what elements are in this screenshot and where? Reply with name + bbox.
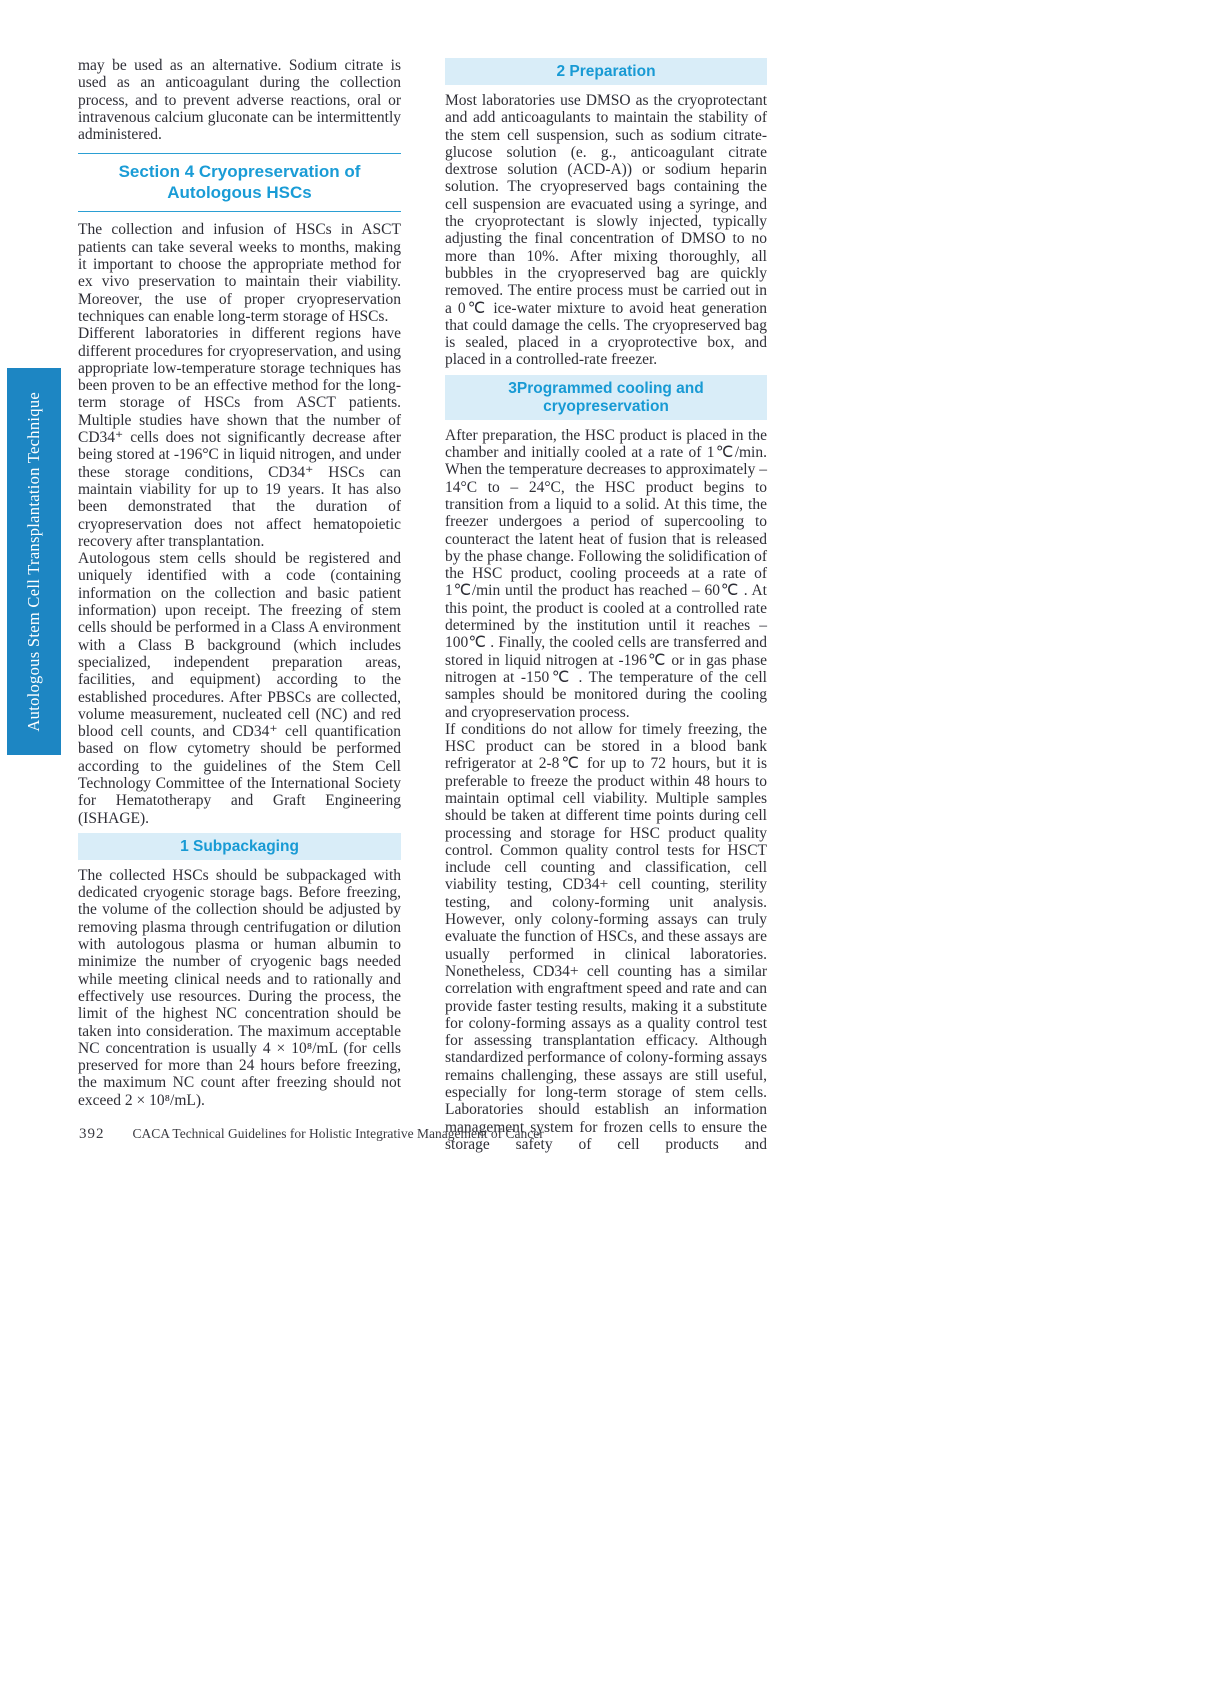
page-footer [79,1126,544,1143]
body-paragraph: Different laboratories in different regions have different procedures for cryopreservation, and using appropriate low-temperature storage techniques has been proven to be an effective method for the long-term storage of HSCs from ASCT patients. Multiple studies have shown that the number of CD34⁺ cells does not significantly decrease after being stored at -196°C in liquid nitrogen, and under these storage conditions, CD34⁺ HSCs can maintain viability for up to 19 years. It has also been demonstrated that the duration of cryopreservation does not affect hematopoietic recovery after transplantation. [78,325,401,550]
page-number: 392 [79,1126,105,1142]
body-paragraph: The collected HSCs should be subpackaged with dedicated cryogenic storage bags. Before freezing, the volume of the collection should be adjusted by removing plasma through centrifugation or dilution with autologous plasma or human albumin to minimize the number of cryogenic bags needed while meeting clinical needs and to rationally and effectively use resources. During the process, the limit of the highest NC concentration should be taken into consideration. The maximum acceptable NC concentration is usually 4 × 10⁸/mL (for cells preserved for more than 24 hours before freezing, the maximum NC count after freezing should not exceed 2 × 10⁸/mL). [78,866,401,1109]
body-paragraph: If conditions do not allow for timely freezing, the HSC product can be stored in a blood bank refrigerator at 2-8℃ for up to 72 hours, but it is preferable to freeze the product within 48 hours to maintain optimal cell viability. Multiple samples should be taken at different time points during cell processing and storage for HSC product quality control. Common quality control tests for HSCT include cell counting and classification, cell viability testing, CD34+ cell counting, sterility testing, and colony-forming unit analysis. However, only colony-forming assays can truly evaluate the function of HSCs, and these assays are usually performed in clinical laboratories. Nonetheless, CD34+ cell counting has a similar correlation with engraftment speed and rate and can provide faster testing results, making it a substitute for colony-forming assays as a quality control test for assessing transplantation efficacy. Although standardized performance of colony-forming assays remains challenging, these assays are still useful, especially for long-term storage of stem cells. Laboratories should establish an information management system for frozen cells to ensure the storage safety of cell products and [445,720,767,1153]
right-column [445,57,767,1153]
chapter-edge-tab [7,368,61,755]
footer-running-title: CACA Technical Guidelines for Holistic Integrative Management of Cancer [132,1126,544,1141]
body-paragraph: After preparation, the HSC product is placed in the chamber and initially cooled at a rate of 1℃/min. When the temperature decreases to approximately – 14°C to – 24°C, the HSC product begins to transition from a liquid to a solid. At this time, the freezer undergoes a period of supercooling to counteract the latent heat of fusion that is released by the phase change. Following the solidification of the HSC product, cooling proceeds at a rate of 1℃/min until the product has reached – 60℃ . At this point, the product is cooled at a controlled rate determined by the institution until it reaches – 100℃ . Finally, the cooled cells are transferred and stored in liquid nitrogen at -196℃ or in gas phase nitrogen at -150℃ . The temperature of the cell samples should be monitored during the cooling and cryopreservation process. [445,426,767,721]
section-heading: Section 4 Cryopreservation of Autologous HSCs [78,153,401,212]
subsection-heading-subpackaging: 1 Subpackaging [78,833,401,860]
left-column [78,57,401,1109]
body-paragraph: may be used as an alternative. Sodium citrate is used as an anticoagulant during the collection process, and to prevent adverse reactions, oral or intravenous calcium gluconate can be intermittently administered. [78,57,401,144]
subsection-heading-programmed-cooling: 3Programmed cooling and cryopreservation [445,375,767,420]
body-paragraph: Autologous stem cells should be registered and uniquely identified with a code (containing information on the collection and basic patient information) upon receipt. The freezing of stem cells should be performed in a Class A environment with a Class B background (which includes specialized, independent preparation areas, facilities, and equipment) according to the established procedures. After PBSCs are collected, volume measurement, nucleated cell (NC) and red blood cell counts, and CD34⁺ cell quantification based on flow cytometry should be performed according to the guidelines of the Stem Cell Technology Committee of the International Society for Hematotherapy and Graft Engineering (ISHAGE). [78,550,401,827]
body-paragraph: The collection and infusion of HSCs in ASCT patients can take several weeks to months, making it important to choose the appropriate method for ex vivo preservation to maintain their viability. Moreover, the use of proper cryopreservation techniques can enable long-term storage of HSCs. [78,221,401,325]
chapter-tab-label: Autologous Stem Cell Transplantation Technique [24,391,43,732]
body-paragraph: Most laboratories use DMSO as the cryoprotectant and add anticoagulants to maintain the stability of the stem cell suspension, such as sodium citrate-glucose solution (e. g., anticoagulant citrate dextrose solution (ACD-A)) or sodium heparin solution. The cryopreserved bags containing the cell suspension are evacuated using a syringe, and the cryoprotectant is slowly injected, typically adjusting the final concentration of DMSO to no more than 10%. After mixing thoroughly, all bubbles in the cryopreserved bag are quickly removed. The entire process must be carried out in a 0℃ ice-water mixture to avoid heat generation that could damage the cells. The cryopreserved bag is sealed, placed in a cryoprotective box, and placed in a controlled-rate freezer. [445,92,767,369]
subsection-heading-preparation: 2 Preparation [445,58,767,85]
